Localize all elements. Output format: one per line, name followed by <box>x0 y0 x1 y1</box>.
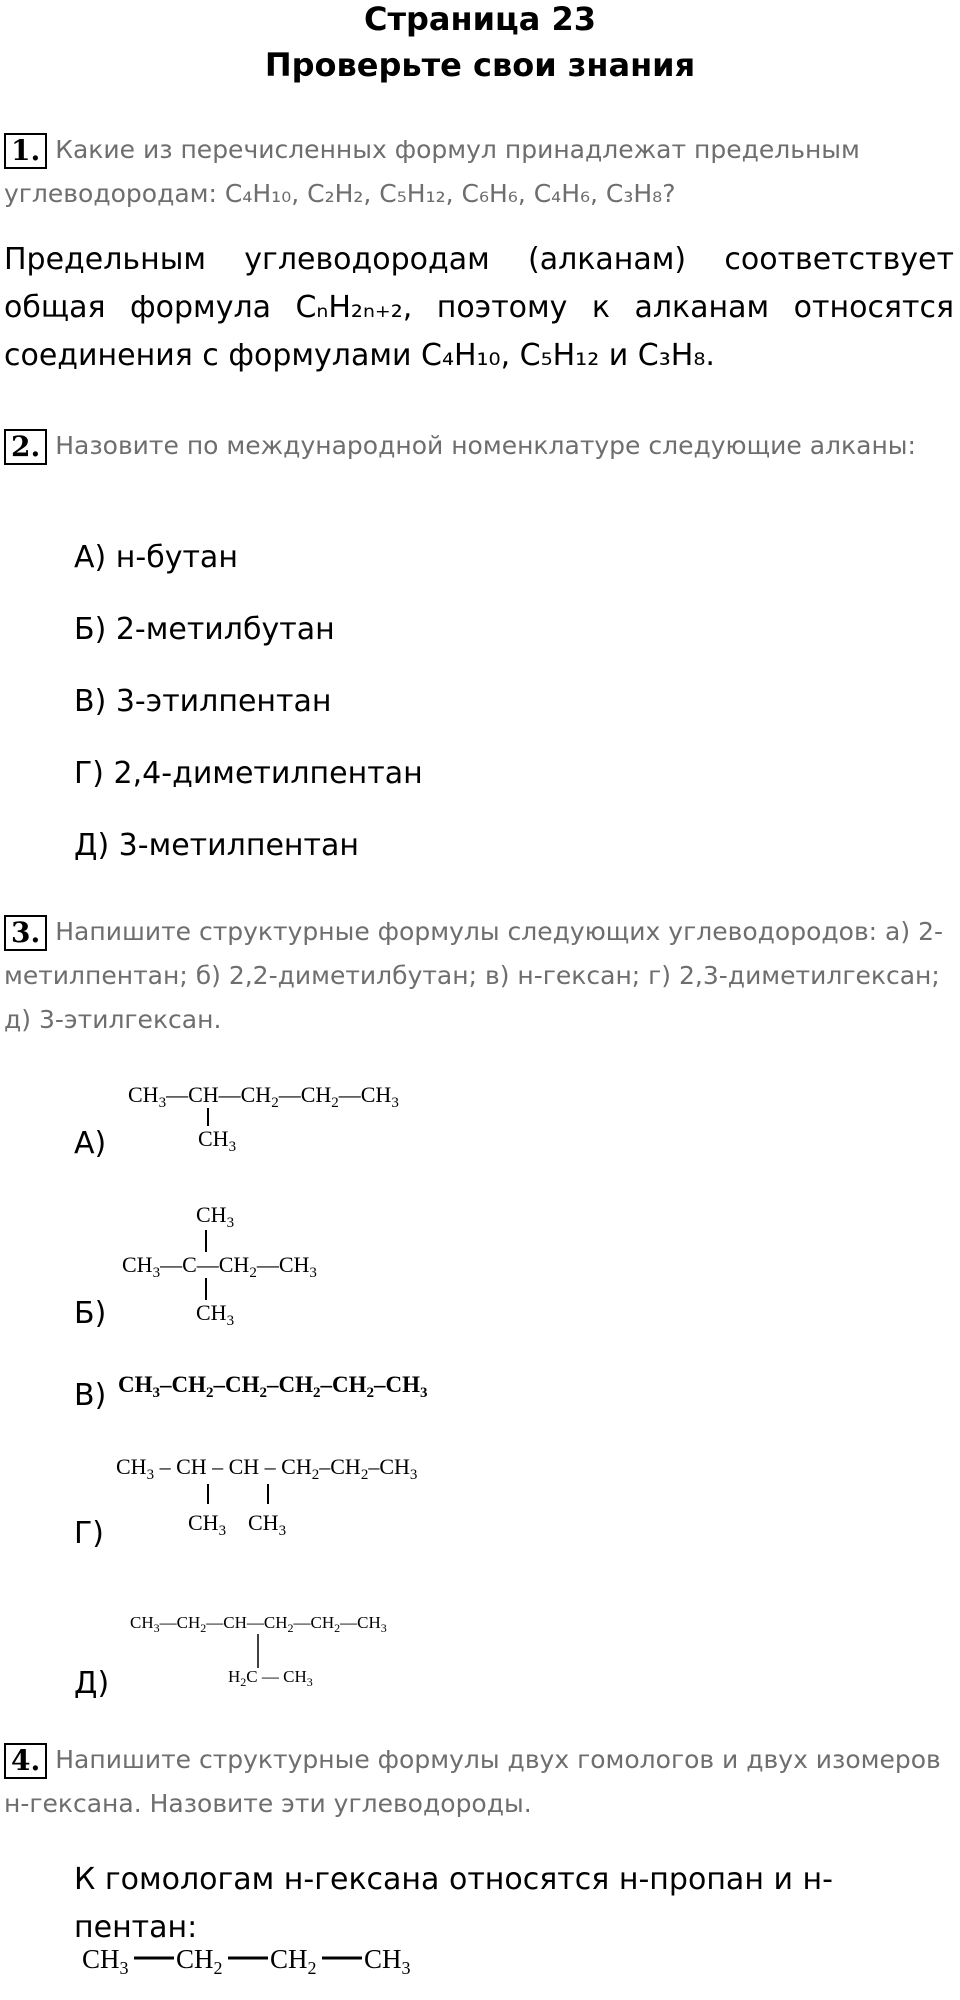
list-item: Д) 3-метилпентан <box>74 828 359 863</box>
svg-text:CH3—CH—CH2—CH2—CH3: $CH_3—CH—CH_2—CH_2—CH_3$ <box>128 1082 399 1111</box>
structural-formula-v <box>116 1364 496 1404</box>
formula-label-b: Б) <box>74 1296 107 1331</box>
question-number: 2. <box>4 429 47 465</box>
svg-text:CH3: $CH_3$ <box>82 1944 129 1978</box>
formula-label-g: Г) <box>74 1516 104 1551</box>
formula-label-v: В) <box>74 1378 107 1413</box>
question-2 <box>4 424 954 468</box>
question-text: Назовите по международной номенклатуре следующие алканы: <box>55 431 916 460</box>
structural-formula-a <box>124 1076 464 1156</box>
structural-formula-b <box>118 1196 378 1326</box>
svg-text:CH2: $CH_2$ <box>270 1944 317 1978</box>
formula-label-d: Д) <box>74 1666 110 1701</box>
svg-text:CH3: $CH_3$ <box>188 1510 227 1539</box>
answer-1: Предельным углеводородам (алканам) соответствует общая формула CₙH₂ₙ₊₂, поэтому к алканам относятся соединения с формулами C₄H₁₀, C₅H₁₂ и C₃H₈. <box>4 242 954 373</box>
question-3 <box>4 910 954 1042</box>
page-title: Страница 23 <box>363 0 597 38</box>
list-item: Г) 2,4-диметилпентан <box>74 756 423 791</box>
answer-4: К гомологам н-гексана относятся н-пропан и н-пентан: <box>74 1862 833 1945</box>
svg-text:CH3: $CH_3$ <box>196 1300 235 1326</box>
question-text: Какие из перечисленных формул принадлежат предельным углеводородам: C₄H₁₀, C₂H₂, C₅H₁₂, C₆H₆, C₄H₆, C₃H₈? <box>4 135 860 208</box>
svg-text:CH3—CH2—CH—CH2—CH2—CH3: $CH_3—CH_2—CH—CH_2—CH_2—CH_3$ <box>130 1613 387 1635</box>
svg-text:H2C — CH3: $H_2C$ — $CH_3$ <box>228 1667 313 1689</box>
svg-text:CH3: $CH_3$ <box>364 1944 411 1978</box>
svg-text:CH3 – CH – CH – CH2–CH2–CH3: $CH_3$ – CH – CH – $CH_2-CH_2-CH_3$ <box>116 1454 418 1483</box>
svg-text:CH3: $CH_3$ <box>196 1202 235 1231</box>
question-number: 3. <box>4 915 47 951</box>
structural-formula-d <box>128 1604 448 1694</box>
svg-text:CH3–CH2–CH2–CH2–CH2–CH3: $CH_3-CH_2-CH_2-CH_2-CH_2-CH_3$ <box>118 1372 428 1401</box>
svg-text:CH2: $CH_2$ <box>176 1944 223 1978</box>
propane-formula <box>80 1934 440 1982</box>
svg-text:CH3—C—CH2—CH3: $CH_3—C—CH_2—CH_3$ <box>122 1252 317 1281</box>
question-1 <box>4 128 954 216</box>
svg-text:CH3: $CH_3$ <box>198 1126 237 1155</box>
list-item: А) н-бутан <box>74 540 238 575</box>
question-text: Напишите структурные формулы двух гомологов и двух изомеров н-гексана. Назовите эти углеводороды. <box>4 1745 941 1818</box>
question-number: 4. <box>4 1743 47 1779</box>
question-number: 1. <box>4 133 47 169</box>
question-text: Напишите структурные формулы следующих углеводородов: а) 2-метилпентан; б) 2,2-диметилбутан; в) н-гексан; г) 2,3-диметилгексан; д) 3-этилгексан. <box>4 917 943 1034</box>
svg-text:CH3: $CH_3$ <box>248 1510 287 1539</box>
section-title: Проверьте свои знания <box>264 46 696 84</box>
question-4 <box>4 1738 954 1826</box>
structural-formula-g <box>112 1446 492 1546</box>
list-item: В) 3-этилпентан <box>74 684 332 719</box>
list-item: Б) 2-метилбутан <box>74 612 335 647</box>
formula-label-a: А) <box>74 1126 107 1161</box>
